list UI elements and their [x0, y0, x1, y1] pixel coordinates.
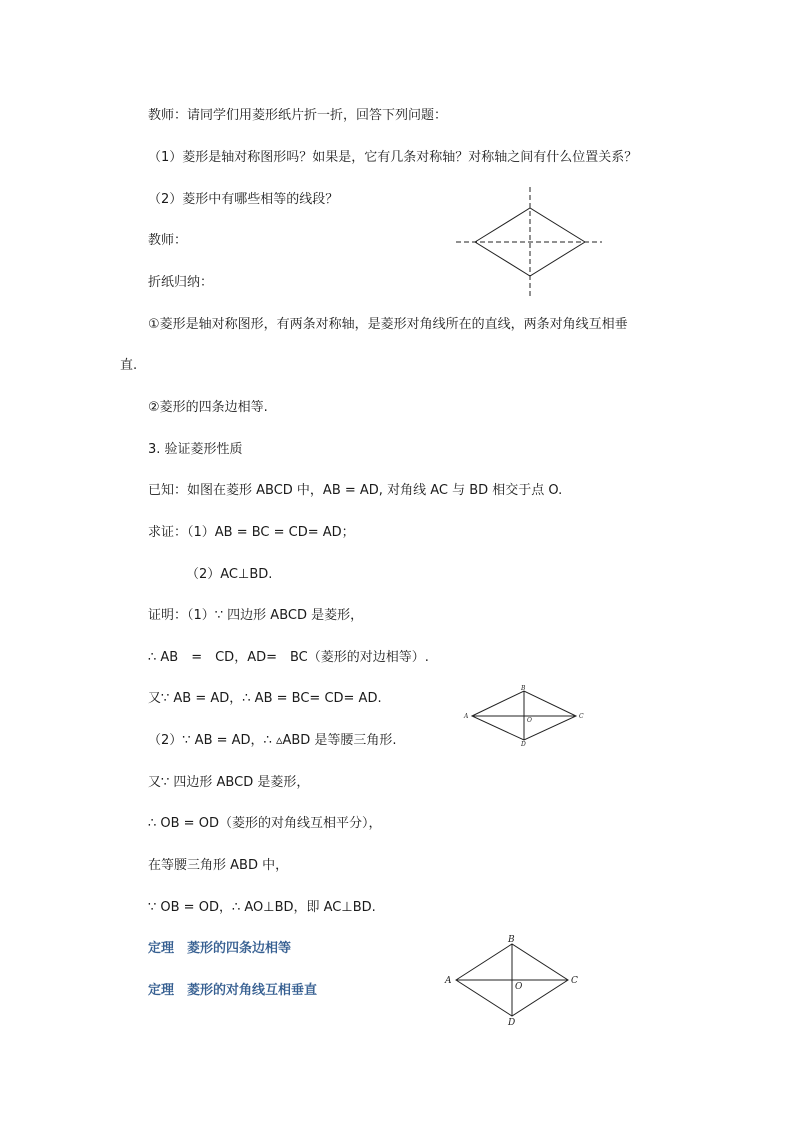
rhombus-fold-figure — [456, 187, 606, 297]
text-line-10: 已知：如图在菱形 ABCD 中，AB = AD, 对角线 AC 与 BD 相交于点 O. — [148, 483, 563, 498]
text-line-12: （2）AC⊥BD. — [186, 567, 273, 582]
text-line-16: （2）∵ AB = AD，∴ ▵ABD 是等腰三角形. — [148, 733, 397, 748]
theorem-sides-equal: 定理 菱形的四条边相等 — [148, 941, 292, 956]
theorem-diagonals-perpendicular: 定理 菱形的对角线互相垂直 — [148, 983, 318, 998]
text-line-8: ②菱形的四条边相等. — [148, 400, 268, 415]
text-line-2: （1）菱形是轴对称图形吗？如果是，它有几条对称轴？对称轴之间有什么位置关系？ — [148, 150, 638, 165]
label-a-small: A — [464, 713, 469, 720]
text-line-18: ∴ OB = OD（菱形的对角线互相平分）， — [148, 816, 382, 831]
text-line-14: ∴ AB = CD，AD= BC（菱形的对边相等）. — [148, 650, 429, 665]
label-o-large: O — [515, 982, 523, 992]
text-line-17: 又∵ 四边形 ABCD 是菱形， — [148, 775, 310, 790]
label-d-small: D — [521, 741, 526, 748]
text-line-19: 在等腰三角形 ABD 中， — [148, 858, 289, 873]
text-line-5: 折纸归纳： — [148, 275, 214, 290]
rhombus-abcd-large — [440, 932, 590, 1027]
text-line-7: 直. — [120, 358, 138, 373]
label-b-large: B — [508, 935, 515, 945]
text-line-13: 证明：（1）∵ 四边形 ABCD 是菱形， — [148, 608, 364, 623]
rhombus-abcd-small — [460, 686, 590, 746]
text-line-20: ∵ OB = OD，∴ AO⊥BD，即 AC⊥BD. — [148, 900, 376, 915]
text-line-1: 教师：请同学们用菱形纸片折一折，回答下列问题： — [148, 108, 448, 123]
label-d-large: D — [508, 1018, 516, 1028]
text-line-4: 教师： — [148, 233, 188, 248]
text-line-3: （2）菱形中有哪些相等的线段？ — [148, 192, 339, 207]
label-c-large: C — [571, 976, 578, 986]
label-b-small: B — [521, 685, 526, 692]
label-c-small: C — [579, 713, 584, 720]
label-o-small: O — [527, 717, 532, 724]
text-line-9: 3. 验证菱形性质 — [148, 442, 243, 457]
text-line-11: 求证：（1）AB = BC = CD= AD； — [148, 525, 355, 540]
label-a-large: A — [445, 976, 452, 986]
text-line-15: 又∵ AB = AD，∴ AB = BC= CD= AD. — [148, 691, 382, 706]
text-line-6: ①菱形是轴对称图形，有两条对称轴，是菱形对角线所在的直线，两条对角线互相垂 — [148, 317, 628, 332]
